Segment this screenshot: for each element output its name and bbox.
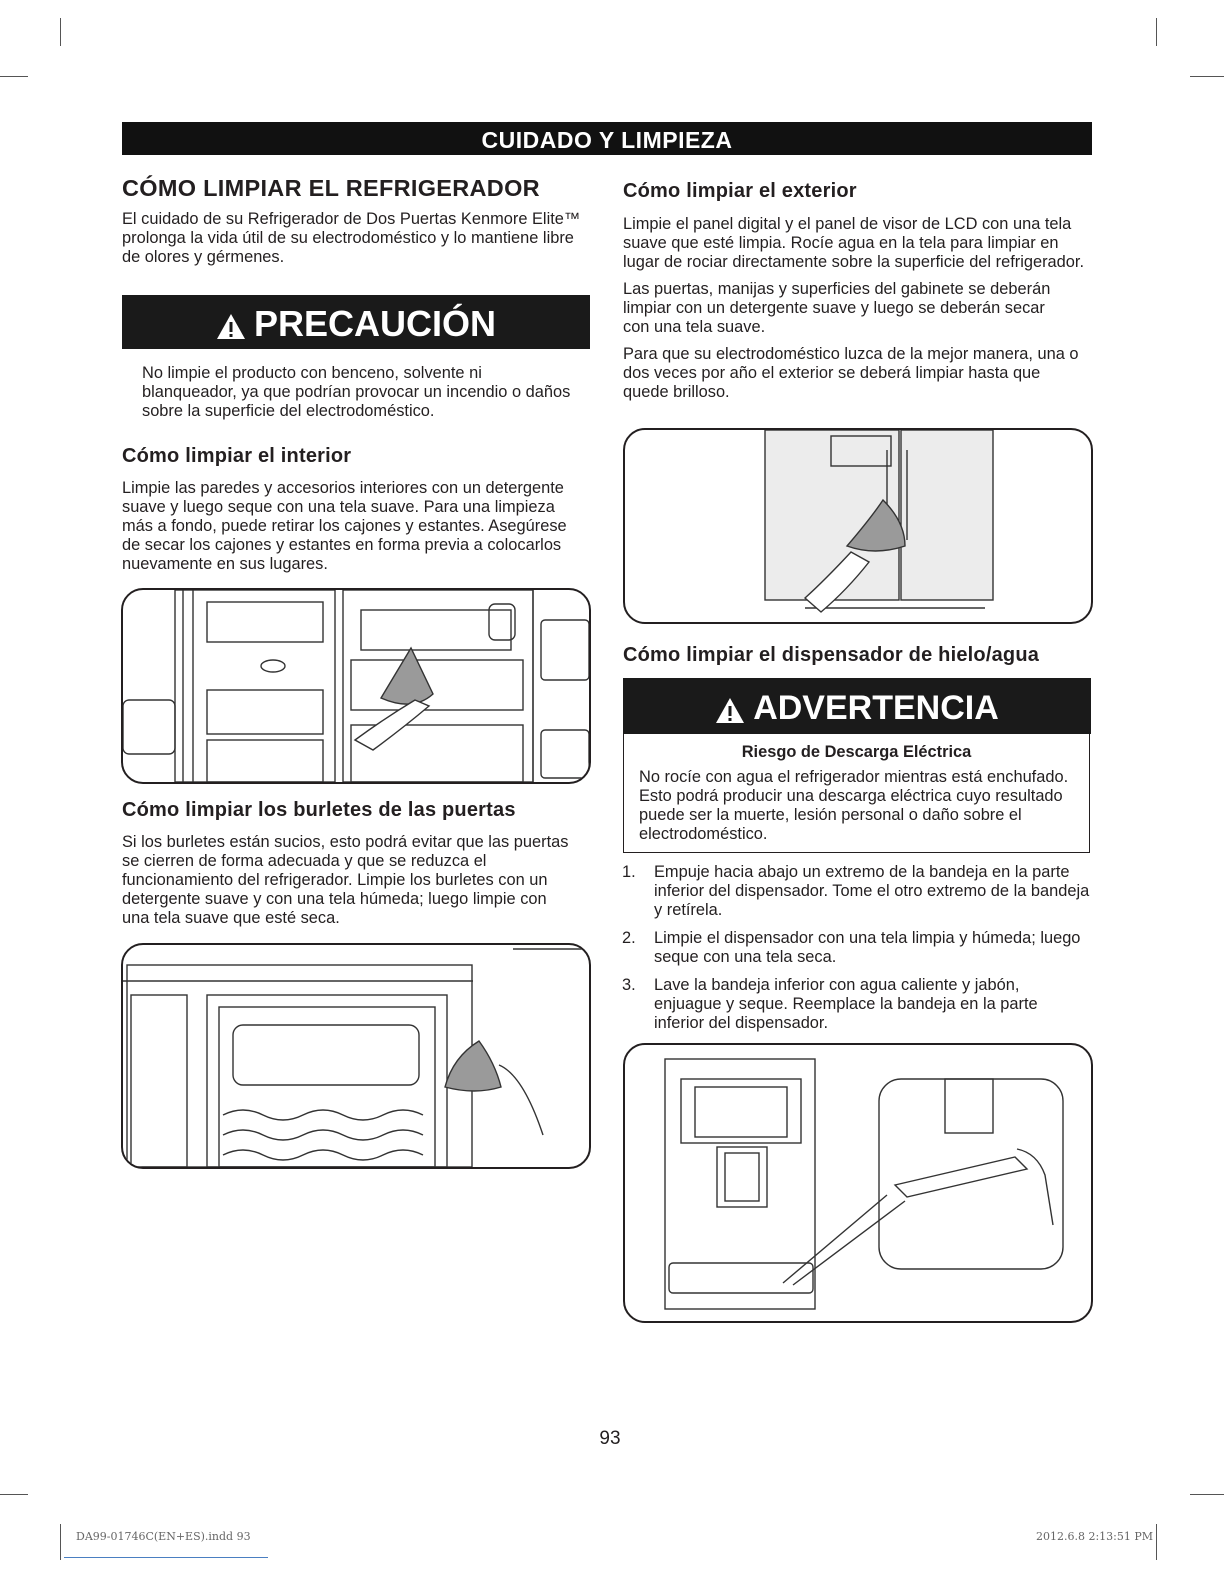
step-item xyxy=(620,863,1090,920)
step-item xyxy=(620,976,1090,1033)
interior-heading: Cómo limpiar el interior xyxy=(122,445,352,467)
section-header: CUIDADO Y LIMPIEZA xyxy=(122,122,1092,155)
interior-cleaning-figure xyxy=(121,588,591,784)
warning-text: No rocíe con agua el refrigerador mientras está enchufado. Esto podrá producir una descarga eléctrica cuyo resultado puede ser la muerte, lesión personal o daño sobre el electrodoméstico. xyxy=(639,768,1069,843)
interior-text: Limpie las paredes y accesorios interiores con un detergente suave y luego seque con una tela suave. Para una limpieza más a fondo, puede retirar los cajones y estantes. Asegúrese de secar los cajones y estantes en forma previa a colocarlos nuevamente en sus lugares. xyxy=(122,479,567,573)
warning-triangle-icon xyxy=(715,697,745,724)
caution-label: PRECAUCIÓN xyxy=(253,303,496,344)
page-title: CÓMO LIMPIAR EL REFRIGERADOR xyxy=(122,175,540,201)
crop-mark xyxy=(0,76,28,77)
warning-triangle-icon xyxy=(216,313,246,340)
warning-subtitle: Riesgo de Descarga Eléctrica xyxy=(741,743,972,761)
crop-mark xyxy=(60,1524,61,1560)
step-item xyxy=(620,929,1090,967)
gaskets-text: Si los burletes están sucios, esto podrá evitar que las puertas se cierren de forma adecuada y que se reduzca el funcionamiento del refrigerador. Limpie los burletes con un detergente suave y con una tela húmeda; luego limpie con una tela suave que esté seca. xyxy=(122,833,569,927)
dispenser-tray-figure xyxy=(623,1043,1093,1323)
crop-mark xyxy=(1190,76,1224,77)
step-number: 2. xyxy=(622,929,636,947)
warning-box xyxy=(623,734,1090,853)
warning-banner xyxy=(623,678,1091,734)
step-text: Lave la bandeja inferior con agua caliente y jabón, enjuague y seque. Reemplace la bandeja en la parte inferior del dispensador. xyxy=(654,976,1038,1032)
crop-mark xyxy=(1156,1524,1157,1560)
warning-label: ADVERTENCIA xyxy=(753,689,999,727)
crop-mark xyxy=(1190,1494,1224,1495)
exterior-cleaning-figure xyxy=(623,428,1093,624)
dispenser-steps xyxy=(620,863,1090,1033)
gaskets-heading: Cómo limpiar los burletes de las puertas xyxy=(122,799,516,821)
print-file-label: DA99-01746C(EN+ES).indd 93 xyxy=(76,1530,251,1543)
dispenser-heading: Cómo limpiar el dispensador de hielo/agua xyxy=(623,644,1040,666)
intro-text: El cuidado de su Refrigerador de Dos Puertas Kenmore Elite™ prolonga la vida útil de su electrodoméstico y lo mantiene libre de olores y gérmenes. xyxy=(122,210,581,266)
exterior-paragraph-1: Limpie el panel digital y el panel de visor de LCD con una tela suave que esté limpia. Rocíe agua en la tela para limpiar en lugar de rociar directamente sobre la superficie del refrigerador. xyxy=(623,215,1084,271)
exterior-paragraph-2: Las puertas, manijas y superficies del gabinete se deberán limpiar con un detergente suave y luego se deberán secar con una tela suave. xyxy=(623,280,1051,336)
crop-mark xyxy=(1156,18,1157,46)
step-text: Limpie el dispensador con una tela limpia y húmeda; luego seque con una tela seca. xyxy=(654,929,1081,966)
print-timestamp: 2012.6.8 2:13:51 PM xyxy=(1036,1530,1154,1543)
exterior-paragraph-3: Para que su electrodoméstico luzca de la mejor manera, una o dos veces por año el exterior se deberá limpiar hasta que quede brilloso. xyxy=(623,345,1079,401)
page-number: 93 xyxy=(599,1428,621,1449)
step-text: Empuje hacia abajo un extremo de la bandeja en la parte inferior del dispensador. Tome el otro extremo de la bandeja y retírela. xyxy=(654,863,1090,919)
step-number: 1. xyxy=(622,863,636,881)
crop-mark xyxy=(60,18,61,46)
footer-rule xyxy=(64,1557,268,1558)
gasket-cleaning-figure xyxy=(121,943,591,1169)
step-number: 3. xyxy=(622,976,636,994)
crop-mark xyxy=(0,1494,28,1495)
caution-text: No limpie el producto con benceno, solvente ni blanqueador, ya que podrían provocar un incendio o daños sobre la superficie del electrodoméstico. xyxy=(142,364,571,420)
exterior-heading: Cómo limpiar el exterior xyxy=(623,180,857,202)
caution-banner xyxy=(122,295,590,349)
